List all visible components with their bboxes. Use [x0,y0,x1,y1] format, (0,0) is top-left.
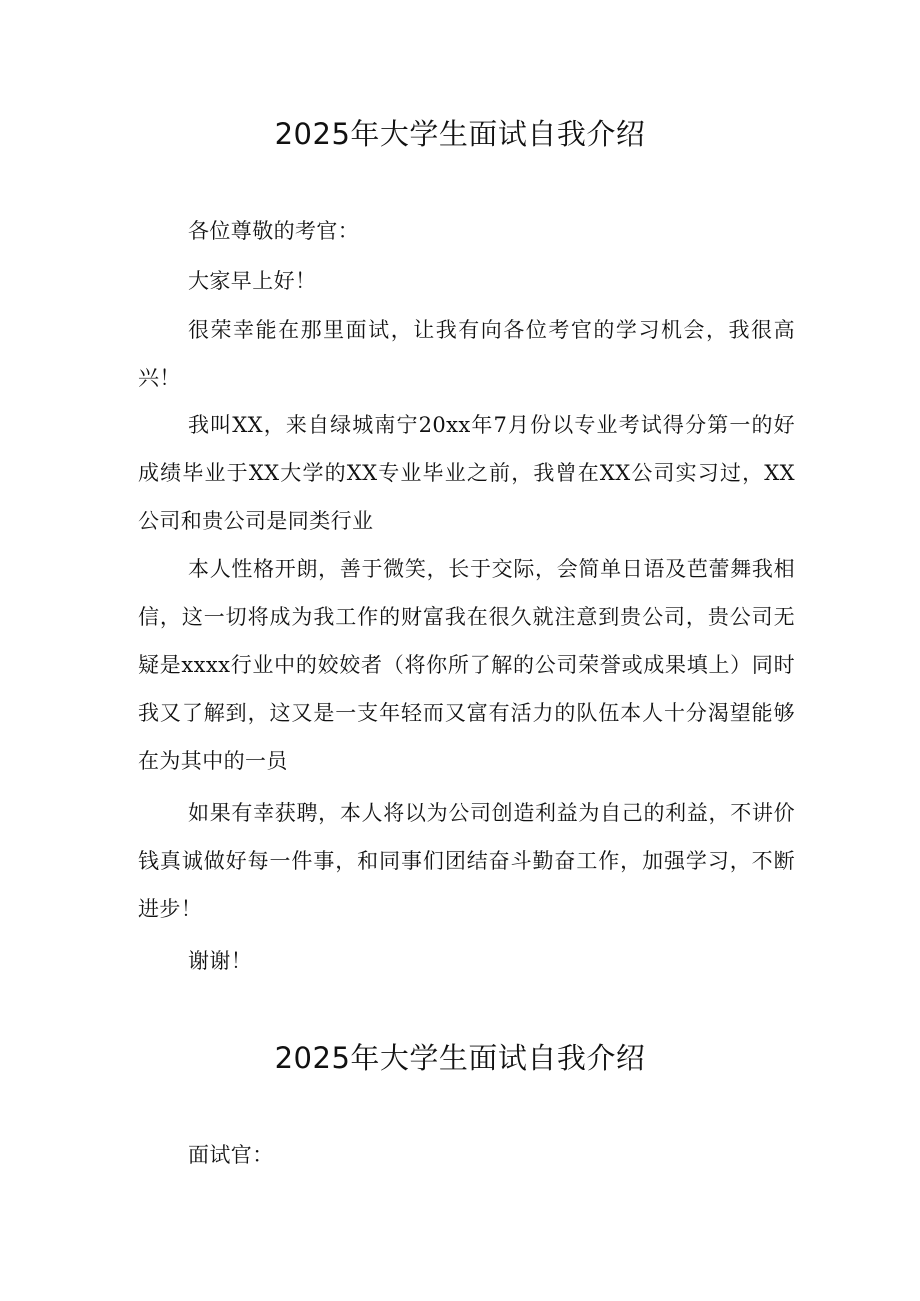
morning-greeting-paragraph: 大家早上好！ [188,269,317,293]
self-intro-paragraph: 我叫XX，来自绿城南宁20xx年7月份以专业考试得分第一的好成绩毕业于XX大学的XX专业毕业之前，我曾在XX公司实习过，XX公司和贵公司是同类行业 [138,413,795,533]
document-title: 2025年大学生面试自我介绍 [274,117,646,151]
honor-paragraph: 很荣幸能在那里面试，让我有向各位考官的学习机会，我很高兴！ [138,318,795,390]
second-document-title: 2025年大学生面试自我介绍 [274,1041,646,1075]
hope-paragraph: 如果有幸获聘，本人将以为公司创造利益为自己的利益，不讲价钱真诚做好每一件事，和同事们团结奋斗勤奋工作，加强学习，不断进步！ [138,801,795,921]
greeting-paragraph: 各位尊敬的考官： [188,219,360,243]
interviewer-salutation-paragraph: 面试官： [188,1143,274,1167]
personality-paragraph: 本人性格开朗，善于微笑，长于交际，会简单日语及芭蕾舞我相信，这一切将成为我工作的财富我在很久就注意到贵公司，贵公司无疑是xxxx行业中的姣姣者（将你所了解的公司荣誉或成果填上）同时我又了解到，这又是一支年轻而又富有活力的队伍本人十分渴望能够在为其中的一员 [138,557,795,773]
thanks-paragraph: 谢谢！ [188,949,253,973]
